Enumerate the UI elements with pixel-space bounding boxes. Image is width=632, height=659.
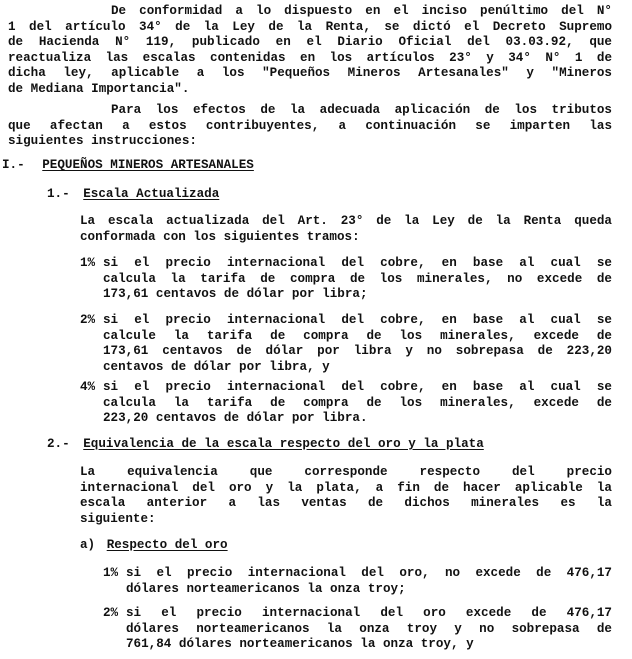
- subsection-heading: [47, 187, 219, 203]
- section-heading: [2, 158, 254, 174]
- tramo-line: calcula la tarifa de compra de los minerales, excede de: [103, 395, 612, 410]
- gold-line: si el precio internacional del oro, no excede de 476,17: [126, 566, 612, 580]
- gold-line: dólares norteamericanos la onza troy y no sobrepasa de: [126, 621, 612, 636]
- equivalence-line: siguiente:: [80, 511, 156, 526]
- tramo-line: calcula la tarifa de compra de los minerales, no excede de: [103, 271, 612, 286]
- tramo-item: [80, 256, 612, 303]
- intro-line: 1 del artículo 34° de la Ley de la Renta, se dictó el Decreto Supremo: [8, 19, 612, 34]
- scale-intro-line: conformada con los siguientes tramos:: [80, 229, 360, 244]
- subsection-a-title: Respecto del oro: [106, 538, 228, 552]
- purpose-line: Para los efectos de la adecuada aplicación de los tributos: [111, 103, 612, 117]
- equivalence-line: escala anterior a las ventas de dichos minerales es la: [80, 496, 612, 510]
- purpose-line: siguientes instrucciones:: [8, 134, 197, 148]
- equivalence-intro: [80, 465, 612, 527]
- subsection-title: Escala Actualizada: [83, 187, 220, 201]
- tramo-item: [80, 313, 612, 375]
- tramo-item: [80, 380, 612, 427]
- tramo-line: 223,20 centavos de dólar por libra.: [103, 411, 368, 425]
- gold-line: si el precio internacional del oro excede de 476,17: [126, 606, 612, 620]
- purpose-paragraph: [8, 103, 612, 150]
- tramo-rate: 2%: [80, 313, 96, 327]
- tramo-line: 173,61 centavos de dólar por libra;: [103, 287, 368, 301]
- tramo-line: si el precio internacional del cobre, en base al cual se: [103, 380, 612, 394]
- gold-rate: 1%: [103, 566, 119, 580]
- gold-line: 761,84 dólares norteamericanos la onza troy, y: [126, 637, 474, 651]
- subsection-number: 2.-: [47, 437, 70, 451]
- subsection-title: Equivalencia de la escala respecto del oro y la plata: [83, 437, 484, 451]
- gold-item: [103, 606, 612, 653]
- subsection-number: 1.-: [47, 187, 70, 201]
- gold-line: dólares norteamericanos la onza troy;: [126, 581, 406, 596]
- subsection-a-heading: [80, 538, 228, 554]
- section-title: PEQUEÑOS MINEROS ARTESANALES: [42, 158, 254, 172]
- equivalence-line: La equivalencia que corresponde respecto del precio: [80, 465, 612, 479]
- tramo-line: calcule la tarifa de compra de los minerales, excede de: [103, 328, 612, 343]
- tramo-line: si el precio internacional del cobre, en base al cual se: [103, 256, 612, 270]
- equivalence-line: internacional del oro y la plata, a fin de hacer aplicable la: [80, 480, 612, 495]
- subsection-a-label: a): [80, 538, 96, 552]
- gold-item: [103, 566, 612, 597]
- tramo-rate: 4%: [80, 380, 96, 394]
- intro-paragraph: [8, 4, 612, 97]
- gold-rate: 2%: [103, 606, 119, 620]
- tramo-line: si el precio internacional del cobre, en base al cual se: [103, 313, 612, 327]
- tramo-line: centavos de dólar por libra, y: [103, 359, 330, 374]
- purpose-line: que afectan a estos contribuyentes, a continuación se imparten las: [8, 118, 612, 133]
- intro-line: dicha ley, aplicable a los "Pequeños Mineros Artesanales" y "Mineros: [8, 66, 612, 80]
- scale-intro: [80, 214, 612, 245]
- section-number: I.-: [2, 158, 25, 172]
- intro-line: reactualiza las escalas contenidas en los artículos 23° y 34° N° 1 de: [8, 50, 612, 65]
- subsection-heading: [47, 437, 484, 453]
- intro-line: de Mediana Importancia".: [8, 81, 190, 96]
- scale-intro-line: La escala actualizada del Art. 23° de la Ley de la Renta queda: [80, 214, 612, 228]
- intro-line: de Hacienda N° 119, publicado en el Diario Oficial del 03.03.92, que: [8, 35, 612, 49]
- tramo-line: 173,61 centavos de dólar por libra y no sobrepasa de 223,20: [103, 344, 612, 358]
- intro-line: De conformidad a lo dispuesto en el inciso penúltimo del N°: [111, 4, 612, 18]
- tramo-rate: 1%: [80, 256, 96, 270]
